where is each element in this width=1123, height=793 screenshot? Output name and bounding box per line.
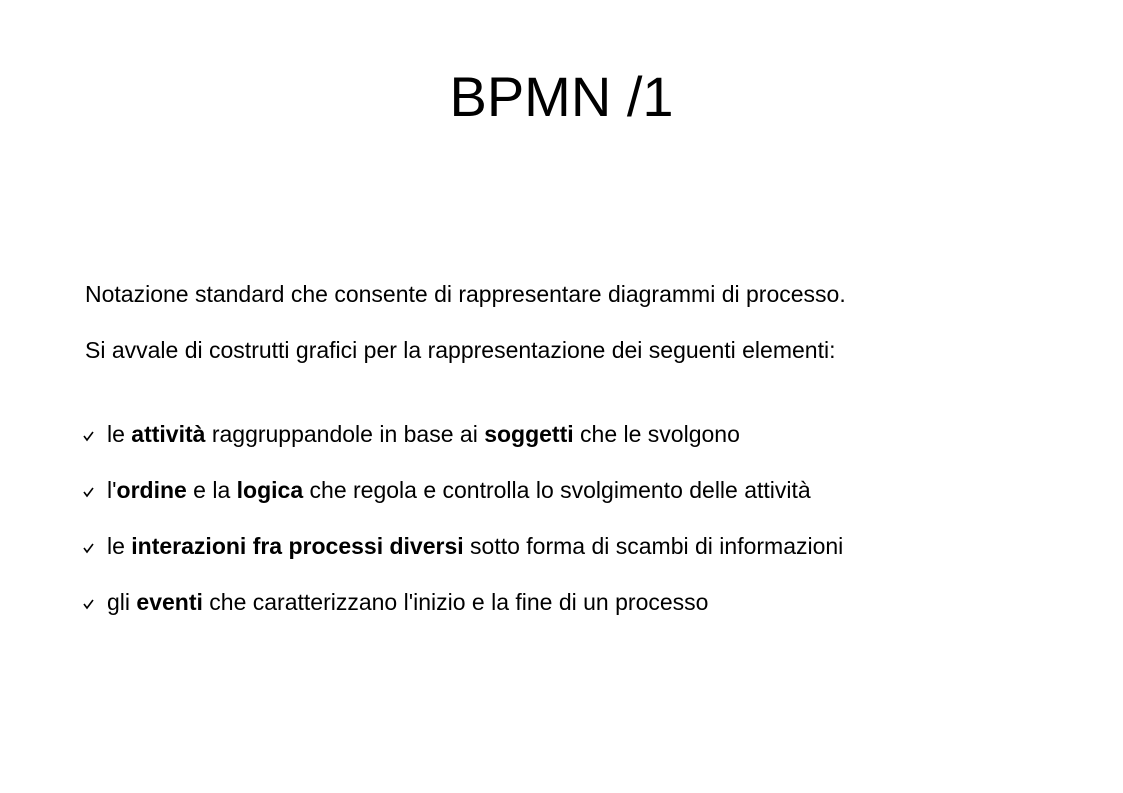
bullet-text — [107, 588, 708, 616]
bullet-text-part: gli — [107, 589, 137, 615]
slide-title: BPMN /1 — [449, 65, 674, 128]
bullet-text-part: sotto forma di scambi di informazioni — [463, 533, 844, 559]
bullet-text — [107, 532, 843, 560]
bullet-text-part: l' — [107, 477, 117, 503]
bullet-text — [107, 420, 740, 448]
bullet-text-part: che le svolgono — [573, 421, 740, 447]
bullet-keyword: ordine — [116, 477, 187, 503]
bullet-text-part: le — [107, 421, 132, 447]
bullet-keyword: logica — [236, 477, 304, 503]
checkmark-icon — [83, 589, 95, 615]
elements-intro-paragraph: Si avvale di costrutti grafici per la rappresentazione dei seguenti elementi: — [85, 337, 836, 363]
intro-paragraph: Notazione standard che consente di rappresentare diagrammi di processo. — [85, 281, 846, 307]
bullet-text-part: e la — [186, 477, 237, 503]
checkmark-icon — [83, 421, 95, 447]
bullet-text — [107, 476, 811, 504]
bullet-keyword: interazioni fra processi diversi — [131, 533, 464, 559]
bullet-text-part: le — [107, 533, 132, 559]
bullet-keyword: eventi — [136, 589, 203, 615]
bullet-keyword: soggetti — [484, 421, 574, 447]
bullet-text-part: raggruppandole in base ai — [205, 421, 485, 447]
bullet-text-part: che caratterizzano l'inizio e la fine di un processo — [202, 589, 709, 615]
bullet-keyword: attività — [131, 421, 206, 447]
bullet-text-part: che regola e controlla lo svolgimento delle attività — [303, 477, 811, 503]
checkmark-icon — [83, 477, 95, 503]
checkmark-icon — [83, 533, 95, 559]
